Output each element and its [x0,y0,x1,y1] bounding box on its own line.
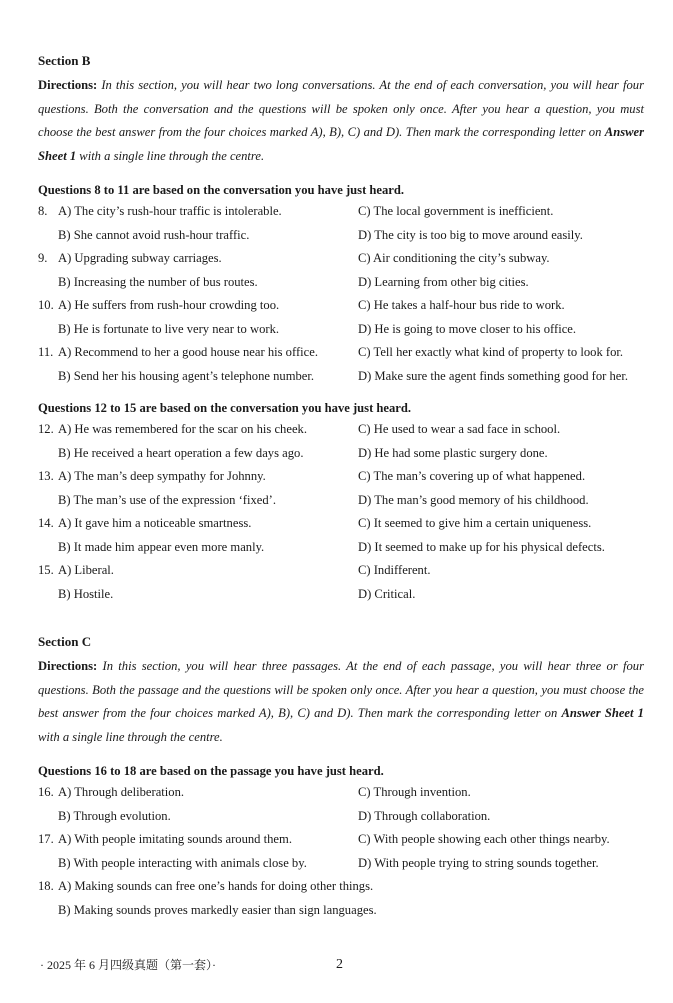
section-c-title: Section C [38,634,92,649]
option-a: A) Recommend to her a good house near his office. [58,345,318,359]
option-d: D) The city is too big to move around easily. [358,227,583,242]
option-row [38,583,644,607]
option-row [38,875,644,899]
question-number: 14. [38,516,54,530]
question-group-header: Questions 8 to 11 are based on the conversation you have just heard. [38,183,405,197]
section-c-directions: Directions: In this section, you will hear three passages. At the end of each passage, you will hear three or four questions. Both the passage and the questions will be spoken only once. After you hear a question, you must choose the best answer from the four choices marked A), B), C) and D). Then mark the corresponding letter on Answer Sheet 1 with a single line through the centre. [38,659,644,744]
option-row [38,224,644,248]
question-group-header: Questions 16 to 18 are based on the passage you have just heard. [38,764,384,778]
option-a: A) Liberal. [58,563,114,577]
option-a: A) The man’s deep sympathy for Johnny. [58,469,266,483]
option-d: D) With people trying to string sounds together. [358,855,599,870]
question-number: 12. [38,422,54,436]
question-number: 9. [38,251,48,265]
option-b: B) Send her his housing agent’s telephone number. [58,368,315,383]
option-d: D) He had some plastic surgery done. [358,445,548,460]
option-b: B) She cannot avoid rush-hour traffic. [58,227,250,242]
option-row [38,559,644,583]
option-a: A) He suffers from rush-hour crowding too. [58,298,280,312]
option-a: A) The city’s rush-hour traffic is intolerable. [58,204,282,218]
option-row [38,805,644,829]
option-row [38,365,644,389]
option-row [38,852,644,876]
page-footer-label: · 2025 年 6 月四级真题（第一套）· [40,958,216,972]
option-d: D) Learning from other big cities. [358,274,529,289]
option-c: C) Tell her exactly what kind of property to look for. [358,345,624,359]
question-number: 8. [38,204,48,218]
option-d: D) It seemed to make up for his physical defects. [358,539,605,554]
option-c: C) It seemed to give him a certain uniqueness. [358,516,592,530]
option-b: B) With people interacting with animals close by. [58,855,307,870]
question-number: 15. [38,563,54,577]
option-a: A) It gave him a noticeable smartness. [58,516,252,530]
option-row [38,536,644,560]
option-c: C) He used to wear a sad face in school. [358,422,561,436]
option-row [38,271,644,295]
option-d: D) The man’s good memory of his childhood. [358,492,589,507]
question-number: 10. [38,298,54,312]
option-b: B) He is fortunate to live very near to work. [58,321,280,336]
option-row [38,294,644,318]
option-row [38,465,644,489]
option-a: A) Through deliberation. [58,785,185,799]
question-number: 11. [38,345,54,359]
option-c: C) Indifferent. [358,563,431,577]
option-c: C) He takes a half-hour bus ride to work. [358,298,565,312]
option-d: D) Critical. [358,586,416,601]
option-d: D) Make sure the agent finds something good for her. [358,368,629,383]
option-c: C) The local government is inefficient. [358,204,554,218]
option-row [38,512,644,536]
question-number: 18. [38,879,54,893]
option-c: C) The man’s covering up of what happened. [358,469,586,483]
option-row [38,200,644,224]
question-number: 16. [38,785,54,799]
option-b: B) Making sounds proves markedly easier than sign languages. [58,902,377,917]
page-number: 2 [336,957,343,972]
question-group-16-18 [38,781,644,922]
option-b: B) Increasing the number of bus routes. [58,274,258,289]
option-c: C) With people showing each other things nearby. [358,832,610,846]
question-number: 13. [38,469,54,483]
option-c: C) Air conditioning the city’s subway. [358,251,550,265]
option-row [38,418,644,442]
option-row [38,899,644,923]
option-row [38,318,644,342]
option-b: B) Through evolution. [58,808,171,823]
question-group-12-15 [38,418,644,606]
option-a: A) Making sounds can free one’s hands for doing other things. [58,879,374,893]
option-row [38,489,644,513]
option-row [38,341,644,365]
exam-page [38,52,644,922]
option-b: B) Hostile. [58,586,114,601]
option-b: B) It made him appear even more manly. [58,539,265,554]
option-a: A) Upgrading subway carriages. [58,251,222,265]
question-group-header: Questions 12 to 15 are based on the conversation you have just heard. [38,401,412,415]
option-b: B) He received a heart operation a few days ago. [58,445,304,460]
question-number: 17. [38,832,54,846]
option-c: C) Through invention. [358,785,471,799]
option-row [38,442,644,466]
option-a: A) With people imitating sounds around them. [58,832,292,846]
section-b-title: Section B [38,53,91,68]
option-row [38,828,644,852]
option-d: D) Through collaboration. [358,808,491,823]
option-row [38,247,644,271]
option-b: B) The man’s use of the expression ‘fixed’. [58,492,277,507]
option-row [38,781,644,805]
section-b-directions: Directions: In this section, you will hear two long conversations. At the end of each conversation, you will hear four questions. Both the conversation and the questions will be spoken only once. After you hear a question, you must choose the best answer from the four choices marked A), B), C) and D). Then mark the corresponding letter on Answer Sheet 1 with a single line through the centre. [38,78,644,163]
question-group-8-11 [38,200,644,388]
option-d: D) He is going to move closer to his office. [358,321,577,336]
option-a: A) He was remembered for the scar on his cheek. [58,422,307,436]
